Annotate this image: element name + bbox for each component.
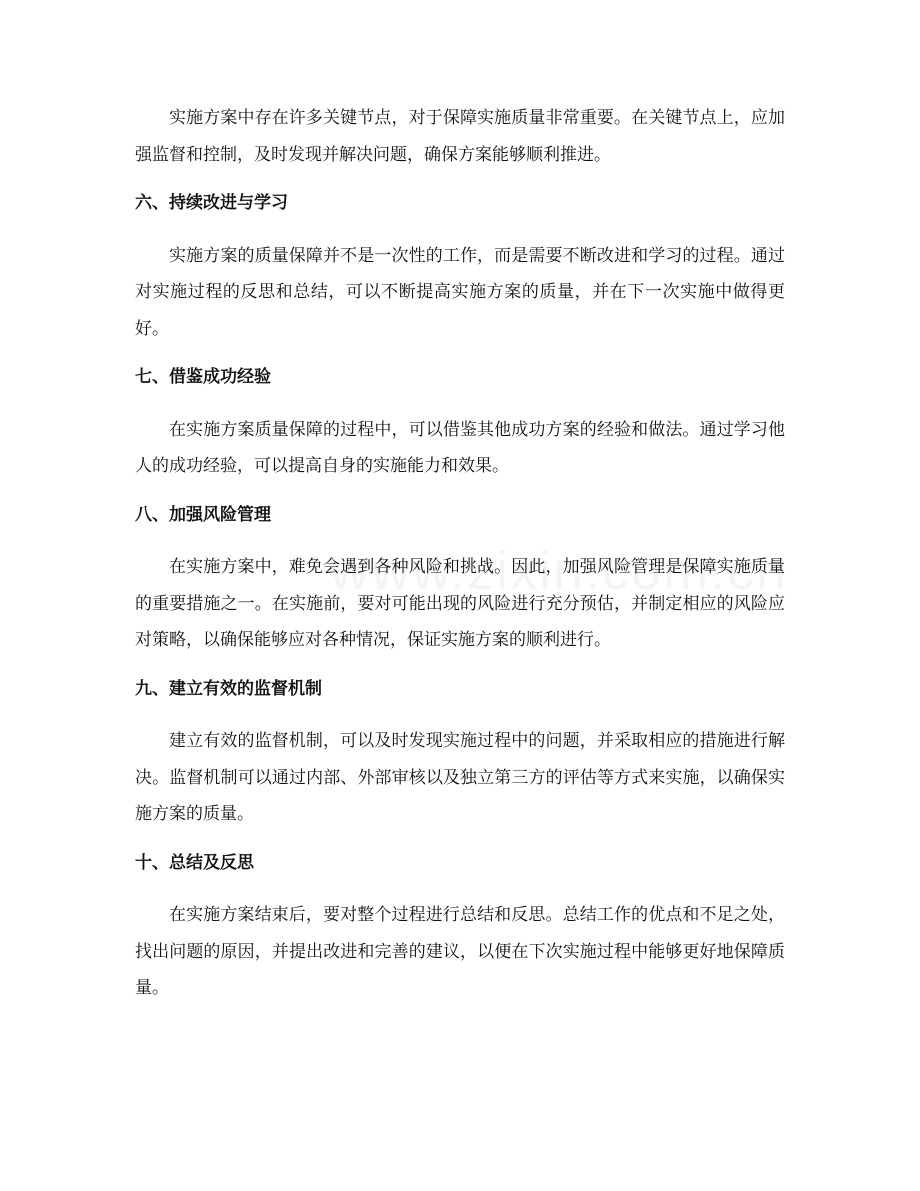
paragraph-supervision-mechanism: 建立有效的监督机制，可以及时发现实施过程中的问题，并采取相应的措施进行解决。监督机制可以通过内部、外部审核以及独立第三方的评估等方式来实施，以确保实施方案的质量。 xyxy=(135,731,785,824)
section-heading-6: 六、持续改进与学习 xyxy=(135,193,288,213)
paragraph-risk-management: 在实施方案中，难免会遇到各种风险和挑战。因此，加强风险管理是保障实施质量的重要措施之一。在实施前，要对可能出现的风险进行充分预估，并制定相应的风险应对策略，以确保能够应对各种情况，保证实施方案的顺利进行。 xyxy=(135,557,785,650)
paragraph-summary-reflection: 在实施方案结束后，要对整个过程进行总结和反思。总结工作的优点和不足之处，找出问题的原因，并提出改进和完善的建议，以便在下次实施过程中能够更好地保障质量。 xyxy=(135,905,785,998)
section-heading-10: 十、总结及反思 xyxy=(135,852,254,873)
paragraph-continuous-improvement: 实施方案的质量保障并不是一次性的工作，而是需要不断改进和学习的过程。通过对实施过程的反思和总结，可以不断提高实施方案的质量，并在下一次实施中做得更好。 xyxy=(135,245,785,339)
paragraph-learn-from-success: 在实施方案质量保障的过程中，可以借鉴其他成功方案的经验和做法。通过学习他人的成功经验，可以提高自身的实施能力和效果。 xyxy=(135,419,785,476)
section-heading-8: 八、加强风险管理 xyxy=(135,504,271,525)
paragraph-key-nodes: 实施方案中存在许多关键节点，对于保障实施质量非常重要。在关键节点上，应加强监督和控制，及时发现并解决问题，确保方案能够顺利推进。 xyxy=(135,108,785,165)
document-body xyxy=(135,100,785,1007)
section-heading-7: 七、借鉴成功经验 xyxy=(135,367,271,387)
section-heading-9: 九、建立有效的监督机制 xyxy=(135,678,322,699)
